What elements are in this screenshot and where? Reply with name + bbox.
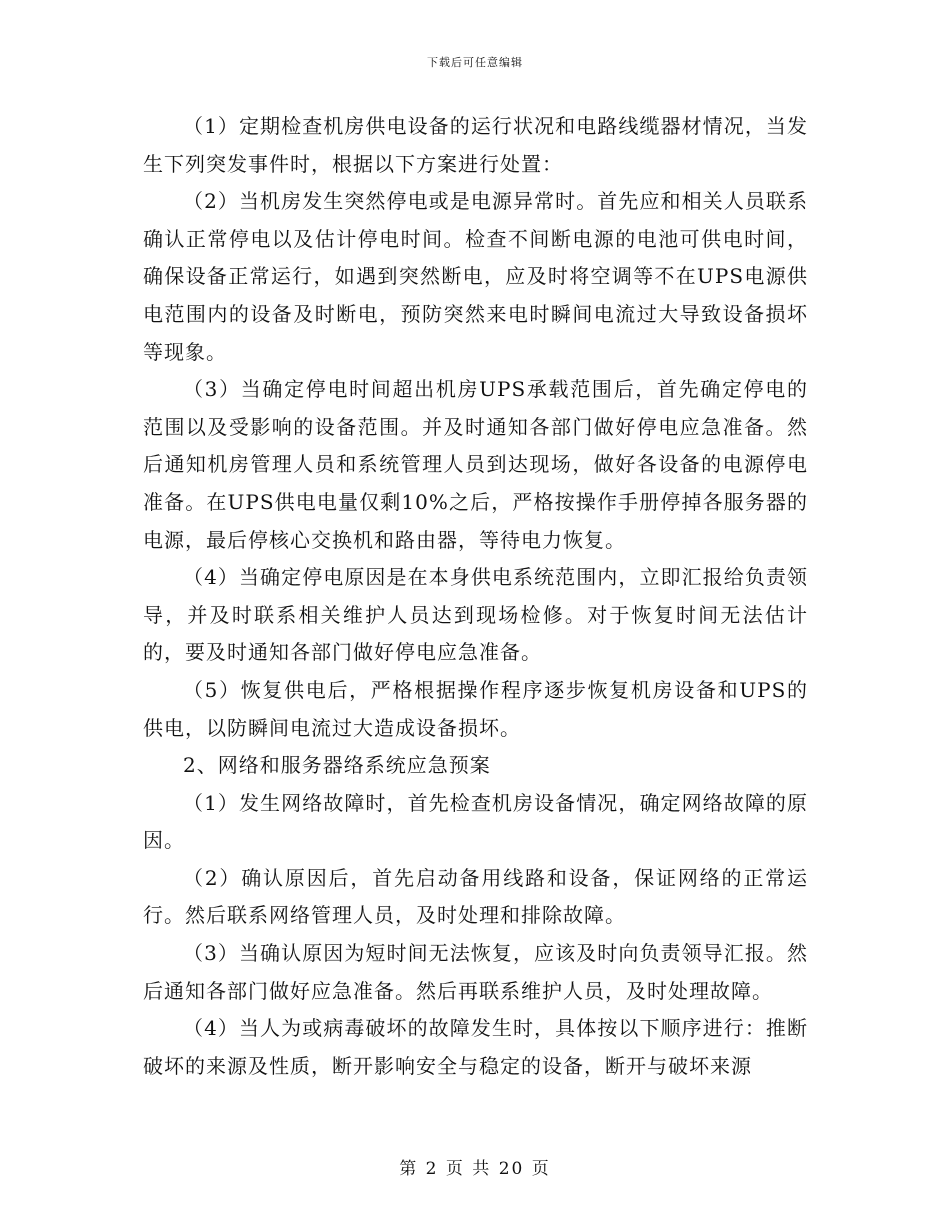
section-heading: 2、网络和服务器络系统应急预案 bbox=[183, 753, 491, 778]
body-text bbox=[143, 108, 808, 1085]
page-header: 下载后可任意编辑 bbox=[427, 56, 523, 69]
paragraph: （4）当确定停电原因是在本身供电系统范围内，立即汇报给负责领导，并及时联系相关维护人员达到现场检修。对于恢复时间无法估计的，要及时通知各部门做好停电应急准备。 bbox=[143, 565, 808, 665]
paragraph: （5）恢复供电后，严格根据操作程序逐步恢复机房设备和UPS的供电，以防瞬间电流过大造成设备损坏。 bbox=[143, 677, 808, 740]
paragraph: （2）当机房发生突然停电或是电源异常时。首先应和相关人员联系确认正常停电以及估计停电时间。检查不间断电源的电池可供电时间，确保设备正常运行，如遇到突然断电，应及时将空调等不在UPS电源供电范围内的设备及时断电，预防突然来电时瞬间电流过大导致设备损坏等现象。 bbox=[143, 189, 808, 364]
paragraph: （3）当确认原因为短时间无法恢复，应该及时向负责领导汇报。然后通知各部门做好应急准备。然后再联系维护人员，及时处理故障。 bbox=[143, 941, 808, 1003]
page-footer: 第 2 页 共 20 页 bbox=[399, 1159, 551, 1179]
paragraph: （4）当人为或病毒破坏的故障发生时，具体按以下顺序进行：推断破坏的来源及性质，断开影响安全与稳定的设备，断开与破坏来源 bbox=[143, 1016, 808, 1078]
paragraph: （3）当确定停电时间超出机房UPS承载范围后，首先确定停电的范围以及受影响的设备范围。并及时通知各部门做好停电应急准备。然后通知机房管理人员和系统管理人员到达现场，做好各设备的电源停电准备。在UPS供电电量仅剩10%之后，严格按操作手册停掉各服务器的电源，最后停核心交换机和路由器，等待电力恢复。 bbox=[143, 377, 808, 552]
paragraph: （1）定期检查机房供电设备的运行状况和电路线缆器材情况，当发生下列突发事件时，根据以下方案进行处置： bbox=[143, 114, 808, 176]
paragraph: （2）确认原因后，首先启动备用线路和设备，保证网络的正常运行。然后联系网络管理人员，及时处理和排除故障。 bbox=[143, 865, 808, 928]
paragraph: （1）发生网络故障时，首先检查机房设备情况，确定网络故障的原因。 bbox=[143, 790, 808, 853]
